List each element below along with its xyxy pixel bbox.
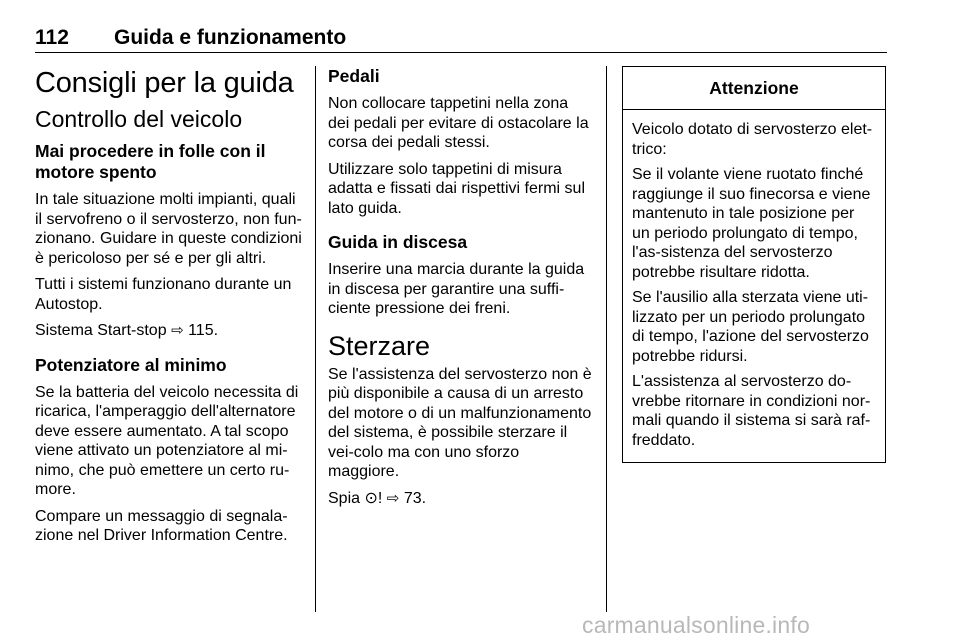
- watermark: carmanualsonline.info: [582, 612, 810, 638]
- paragraph: Utilizzare solo tappetini di misura adatta e fissati dai rispettivi fermi sul lato guida.: [328, 160, 585, 217]
- paragraph: Se l'assistenza del servosterzo non è più disponibile a causa di un arresto del motore o di un malfunzionamento del sistema, è possibile sterzare il vei-colo ma con uno sforzo maggiore.: [328, 365, 592, 480]
- steering-warning-icon: ⊙!: [364, 489, 383, 507]
- section-title-sterzare: Sterzare: [328, 330, 431, 361]
- column-divider: [315, 66, 316, 612]
- running-head: Guida e funzionamento: [114, 26, 347, 49]
- page-number: 112: [35, 26, 69, 49]
- paragraph: Tutti i sistemi funzionano durante un Autostop.: [35, 276, 292, 313]
- warning-box: [622, 66, 886, 463]
- paragraph: Veicolo dotato di servosterzo elet-trico:: [632, 121, 873, 158]
- paragraph: Compare un messaggio di segnala-zione nel Driver Information Centre.: [35, 507, 288, 544]
- heading-pedali: Pedali: [328, 66, 380, 86]
- warning-title: Attenzione: [623, 67, 885, 110]
- heading-discesa: Guida in discesa: [328, 232, 468, 252]
- page-arrow-icon: ⇨: [171, 322, 184, 339]
- cross-reference: [35, 321, 302, 341]
- heading-minimo: Potenziatore al minimo: [35, 354, 227, 375]
- column-middle: [328, 66, 592, 515]
- reference-page: 73.: [403, 489, 427, 507]
- paragraph: Se la batteria del veicolo necessita di ricarica, l'amperaggio dell'alternatore deve essere aumentato. A tal scopo viene attivato un potenziatore al mi-nimo, che può emettere un certo ru-more.: [35, 383, 299, 498]
- column-left: [35, 66, 302, 553]
- page-header: [35, 26, 887, 53]
- warning-body: [623, 110, 885, 462]
- reference-page: 115.: [188, 322, 219, 339]
- paragraph: Se l'ausilio alla sterzata viene uti-lizzato per un periodo prolungato di tempo, l'azione del servosterzo potrebbe ridursi.: [632, 289, 869, 365]
- reference-text: Sistema Start-stop: [35, 322, 167, 339]
- cross-reference: [328, 489, 592, 509]
- page-arrow-icon: ⇨: [386, 489, 400, 507]
- reference-text: Spia: [328, 489, 361, 507]
- column-divider: [606, 66, 607, 612]
- paragraph: L'assistenza al servosterzo do-vrebbe ritornare in condizioni nor-mali quando il sistema si sarà raf-freddato.: [632, 373, 871, 449]
- paragraph: In tale situazione molti impianti, quali il servofreno o il servosterzo, non fun-zionano. Guidare in queste condizioni è pericoloso per sé e per gli altri.: [35, 191, 302, 267]
- paragraph: Se il volante viene ruotato finché raggiunge il suo finecorsa e viene mantenuto in tale posizione per un periodo prolungato di tempo, l'as-sistenza del servosterzo potrebbe risultare ridotta.: [632, 166, 871, 281]
- paragraph: Non collocare tappetini nella zona dei pedali per evitare di ostacolare la corsa dei pedali stessi.: [328, 95, 589, 151]
- paragraph: Inserire una marcia durante la guida in discesa per garantire una suffi-ciente pressione dei freni.: [328, 261, 585, 317]
- heading-folle: Mai procedere in folle con il motore spento: [35, 141, 266, 182]
- page-title: Consigli per la guida: [35, 67, 294, 99]
- section-title: Controllo del veicolo: [35, 106, 243, 132]
